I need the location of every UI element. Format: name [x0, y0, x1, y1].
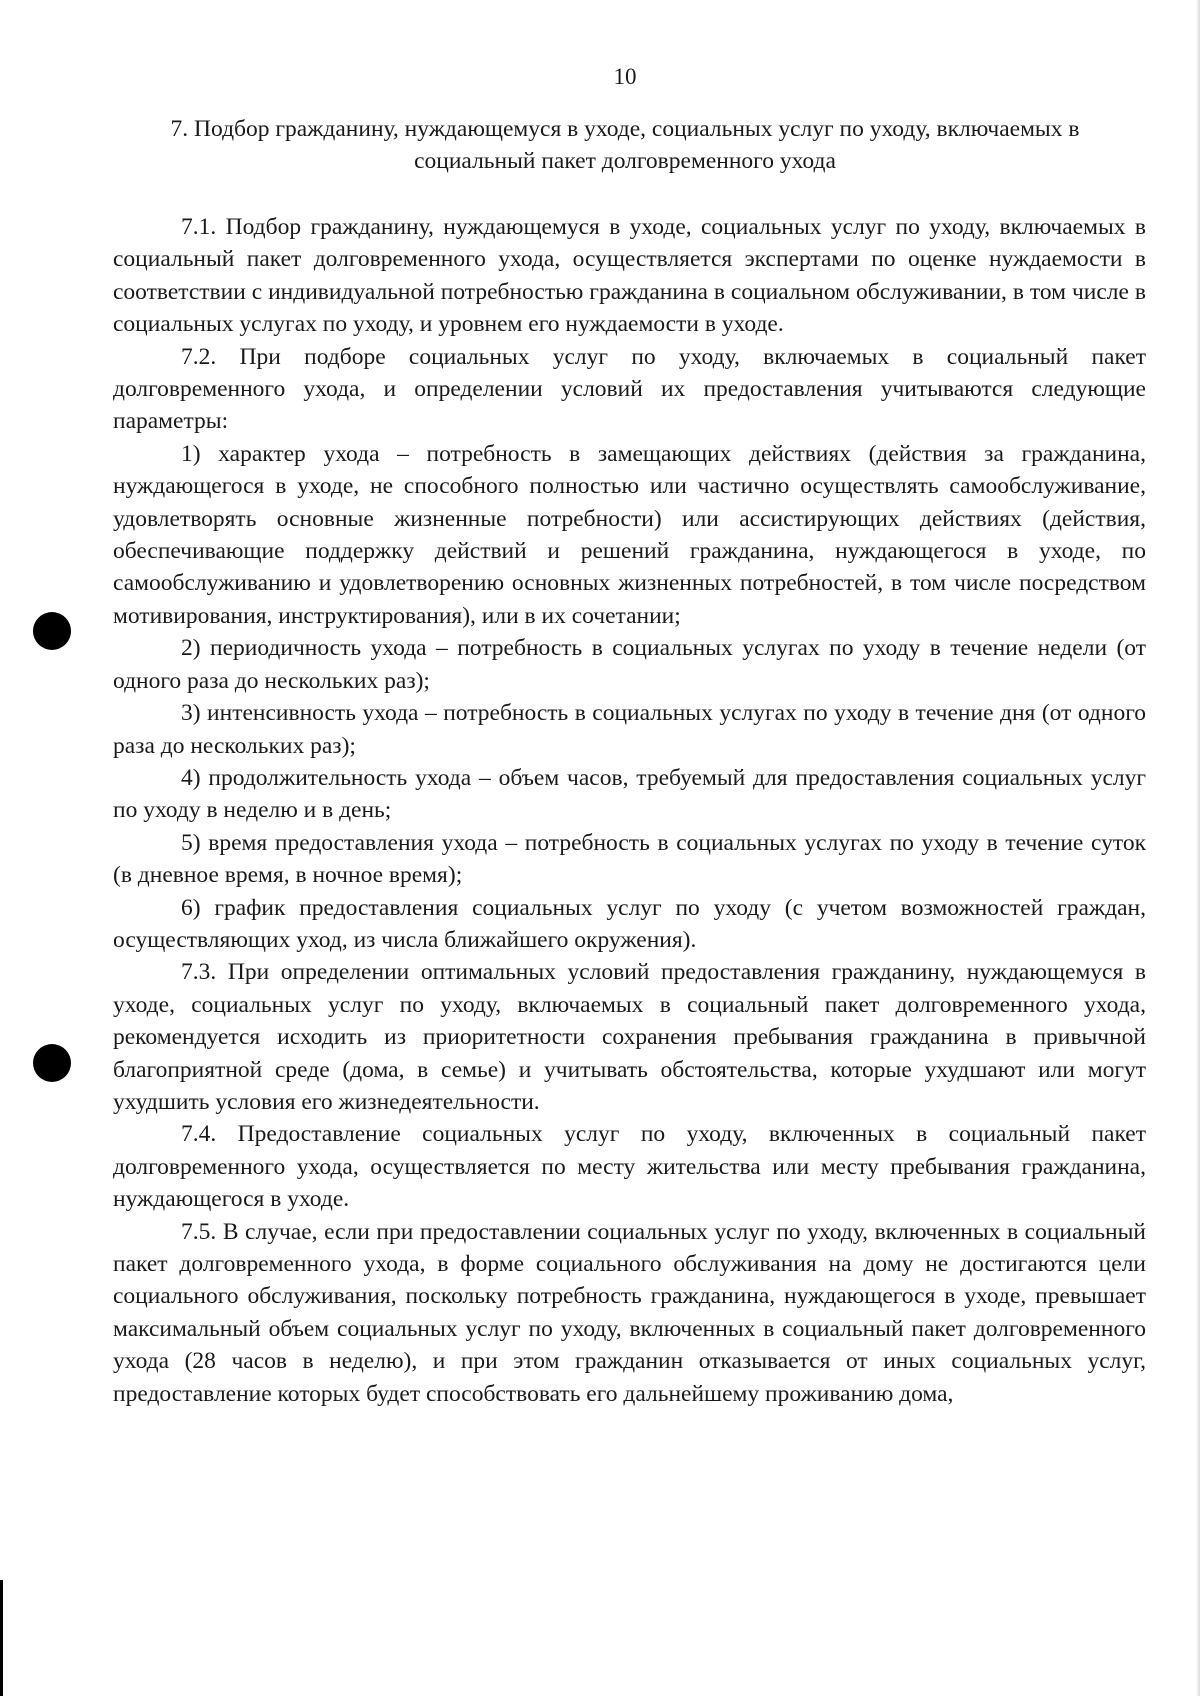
section-title: 7. Подбор гражданину, нуждающемуся в уходе, социальных услуг по уходу, включаемых в социальный пакет долговременного ухода — [170, 116, 1080, 174]
section-body — [113, 211, 1146, 1410]
list-item-5: 5) время предоставления ухода – потребность в социальных услугах по уходу в течение суток (в дневное время, в ночное время); — [113, 829, 1146, 889]
paragraph-7-5: 7.5. В случае, если при предоставлении социальных услуг по уходу, включенных в социальный пакет долговременного ухода, в форме социального обслуживания на дому не достигаются цели социального обслуживания, поскольку потребность гражданина, нуждающегося в уходе, превышает максимальный объем социальных услуг по уходу, включенных в социальный пакет долговременного ухода (28 часов в неделю), и при этом гражданин отказывается от иных социальных услуг, предоставление которых будет способствовать его дальнейшему проживанию дома, — [113, 1218, 1146, 1407]
punch-hole-mark — [33, 1044, 71, 1082]
page-number: 10 — [613, 64, 637, 89]
paragraph-7-3: 7.3. При определении оптимальных условий предоставления гражданину, нуждающемуся в уходе, социальных услуг по уходу, включаемых в социальный пакет долговременного ухода, рекомендуется исходить из приоритетности сохранения пребывания гражданина в привычной благоприятной среде (дома, в семье) и учитывать обстоятельства, которые ухудшают или могут ухудшить условия его жизнедеятельности. — [113, 959, 1146, 1115]
list-item-4: 4) продолжительность ухода – объем часов, требуемый для предоставления социальных услуг по уходу в неделю и в день; — [113, 764, 1146, 824]
scan-edge-shadow — [1196, 0, 1200, 1696]
list-item-3: 3) интенсивность ухода – потребность в социальных услугах по уходу в течение дня (от одного раза до нескольких раз); — [113, 700, 1146, 759]
paragraph-7-2: 7.2. При подборе социальных услуг по уходу, включаемых в социальный пакет долговременного ухода, и определении условий их предоставления учитываются следующие параметры: — [113, 343, 1146, 435]
list-item-1: 1) характер ухода – потребность в замещающих действиях (действия за гражданина, нуждающегося в уходе, не способного полностью или частично осуществлять самообслуживание, удовлетворять основные жизненные потребности) или ассистирующих действиях (действия, обеспечивающие поддержку действий и решений гражданина, нуждающегося в уходе, по самообслуживанию и удовлетворению основных жизненных потребностей, в том числе посредством мотивирования, инструктирования), или в их сочетании; — [113, 440, 1146, 629]
scan-edge-mark — [0, 1580, 3, 1696]
list-item-6: 6) график предоставления социальных услуг по уходу (с учетом возможностей граждан, осуществляющих уход, из числа ближайшего окружения). — [113, 894, 1146, 953]
punch-hole-mark — [33, 612, 71, 650]
list-item-2: 2) периодичность ухода – потребность в социальных услугах по уходу в течение недели (от одного раза до нескольких раз); — [113, 635, 1146, 694]
paragraph-7-1: 7.1. Подбор гражданину, нуждающемуся в уходе, социальных услуг по уходу, включаемых в социальный пакет долговременного ухода, осуществляется экспертами по оценке нуждаемости в соответствии с индивидуальной потребностью гражданина в социальном обслуживании, в том числе в социальных услугах по уходу, и уровнем его нуждаемости в уходе. — [113, 214, 1146, 338]
paragraph-7-4: 7.4. Предоставление социальных услуг по уходу, включенных в социальный пакет долговременного ухода, осуществляется по месту жительства или месту пребывания гражданина, нуждающегося в уходе. — [113, 1121, 1146, 1213]
